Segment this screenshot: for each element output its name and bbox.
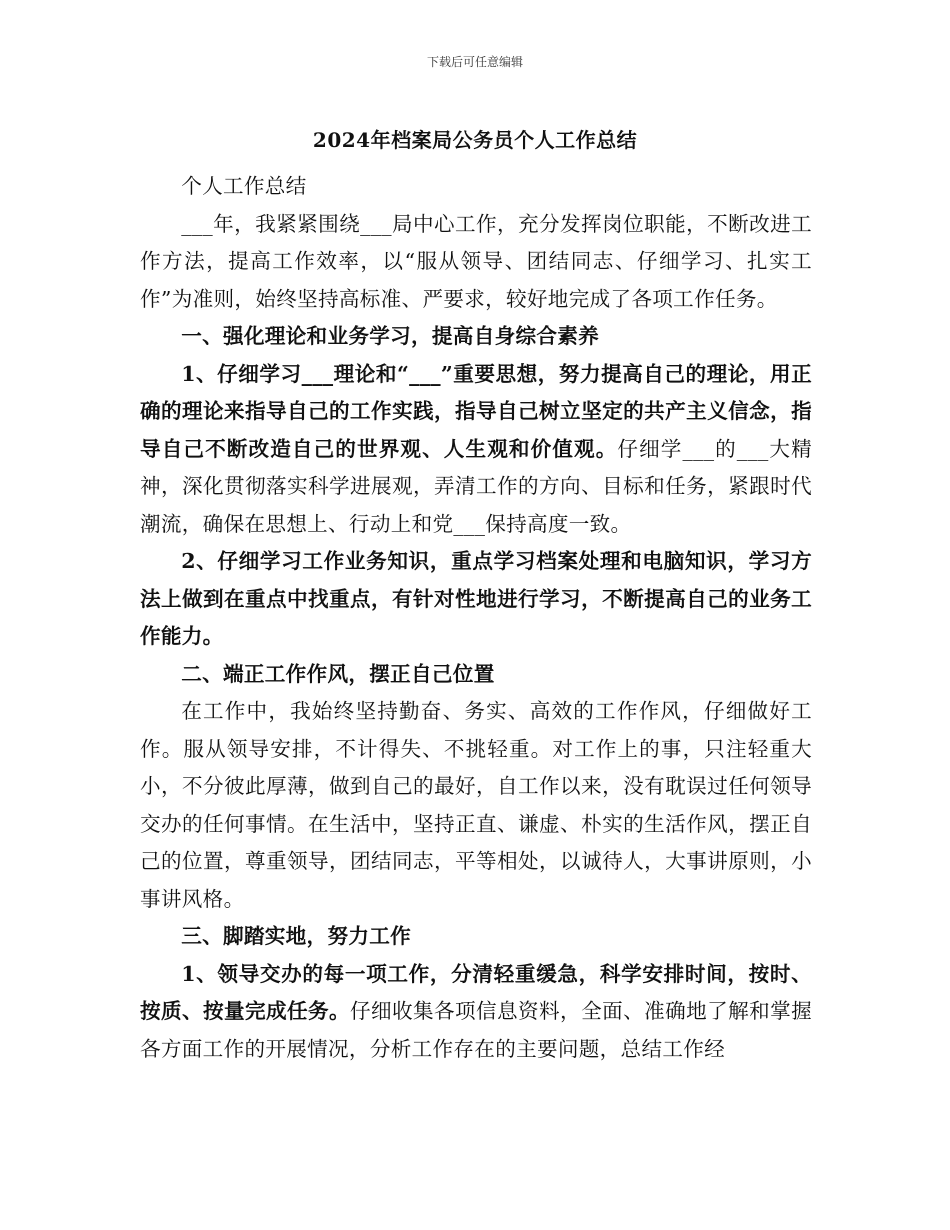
section3-item1-rest: 仔细收集各项信息资料，全面、准确地了解和掌握各方面工作的开展情况，分析工作存在的主要问题，总结工作经: [140, 999, 812, 1061]
document-body: [140, 168, 812, 1068]
header-note: 下载后可任意编辑: [426, 55, 523, 69]
section3-item1: [140, 956, 812, 1069]
section2-heading: 二、端正工作作风，摆正自己位置: [181, 661, 495, 686]
section1-item1: [140, 356, 812, 544]
section3-heading: 三、脚踏实地，努力工作: [181, 924, 412, 948]
section1-item2: 2、仔细学习工作业务知识，重点学习档案处理和电脑知识，学习方法上做到在重点中找重点，有针对性地进行学习，不断提高自己的业务工作能力。: [140, 549, 812, 648]
section2-body: 在工作中，我始终坚持勤奋、务实、高效的工作作风，仔细做好工作。服从领导安排，不计得失、不挑轻重。对工作上的事，只注轻重大小，不分彼此厚薄，做到自己的最好，自工作以来，没有耽误过任何领导交办的任何事情。在生活中，坚持正直、谦虚、朴实的生活作风，摆正自己的位置，尊重领导，团结同志，平等相处，以诚待人，大事讲原则，小事讲风格。: [140, 699, 812, 911]
section1-item1-rest: 仔细学___的___大精神，深化贯彻落实科学进展观，弄清工作的方向、目标和任务，紧跟时代潮流，确保在思想上、行动上和党___保持高度一致。: [140, 436, 812, 536]
section1-heading: 一、强化理论和业务学习，提高自身综合素养: [181, 324, 600, 348]
subtitle: 个人工作总结: [181, 174, 307, 198]
intro-paragraph: ___年，我紧紧围绕___局中心工作，充分发挥岗位职能，不断改进工作方法，提高工作效率，以“服从领导、团结同志、仔细学习、扎实工作”为准则，始终坚持高标准、严要求，较好地完成了各项工作任务。: [140, 211, 812, 311]
section3-item1-bold: 1、领导交办的每一项工作，分清轻重缓急，科学安排时间，按时、按质、按量完成任务。: [140, 961, 812, 1023]
document-title: 2024年档案局公务员个人工作总结: [312, 128, 638, 152]
section1-item1-bold: 1、仔细学习___理论和“___”重要思想，努力提高自己的理论，用正确的理论来指导自己的工作实践，指导自己树立坚定的共产主义信念，指导自己不断改造自己的世界观、人生观和价值观。: [140, 361, 812, 461]
